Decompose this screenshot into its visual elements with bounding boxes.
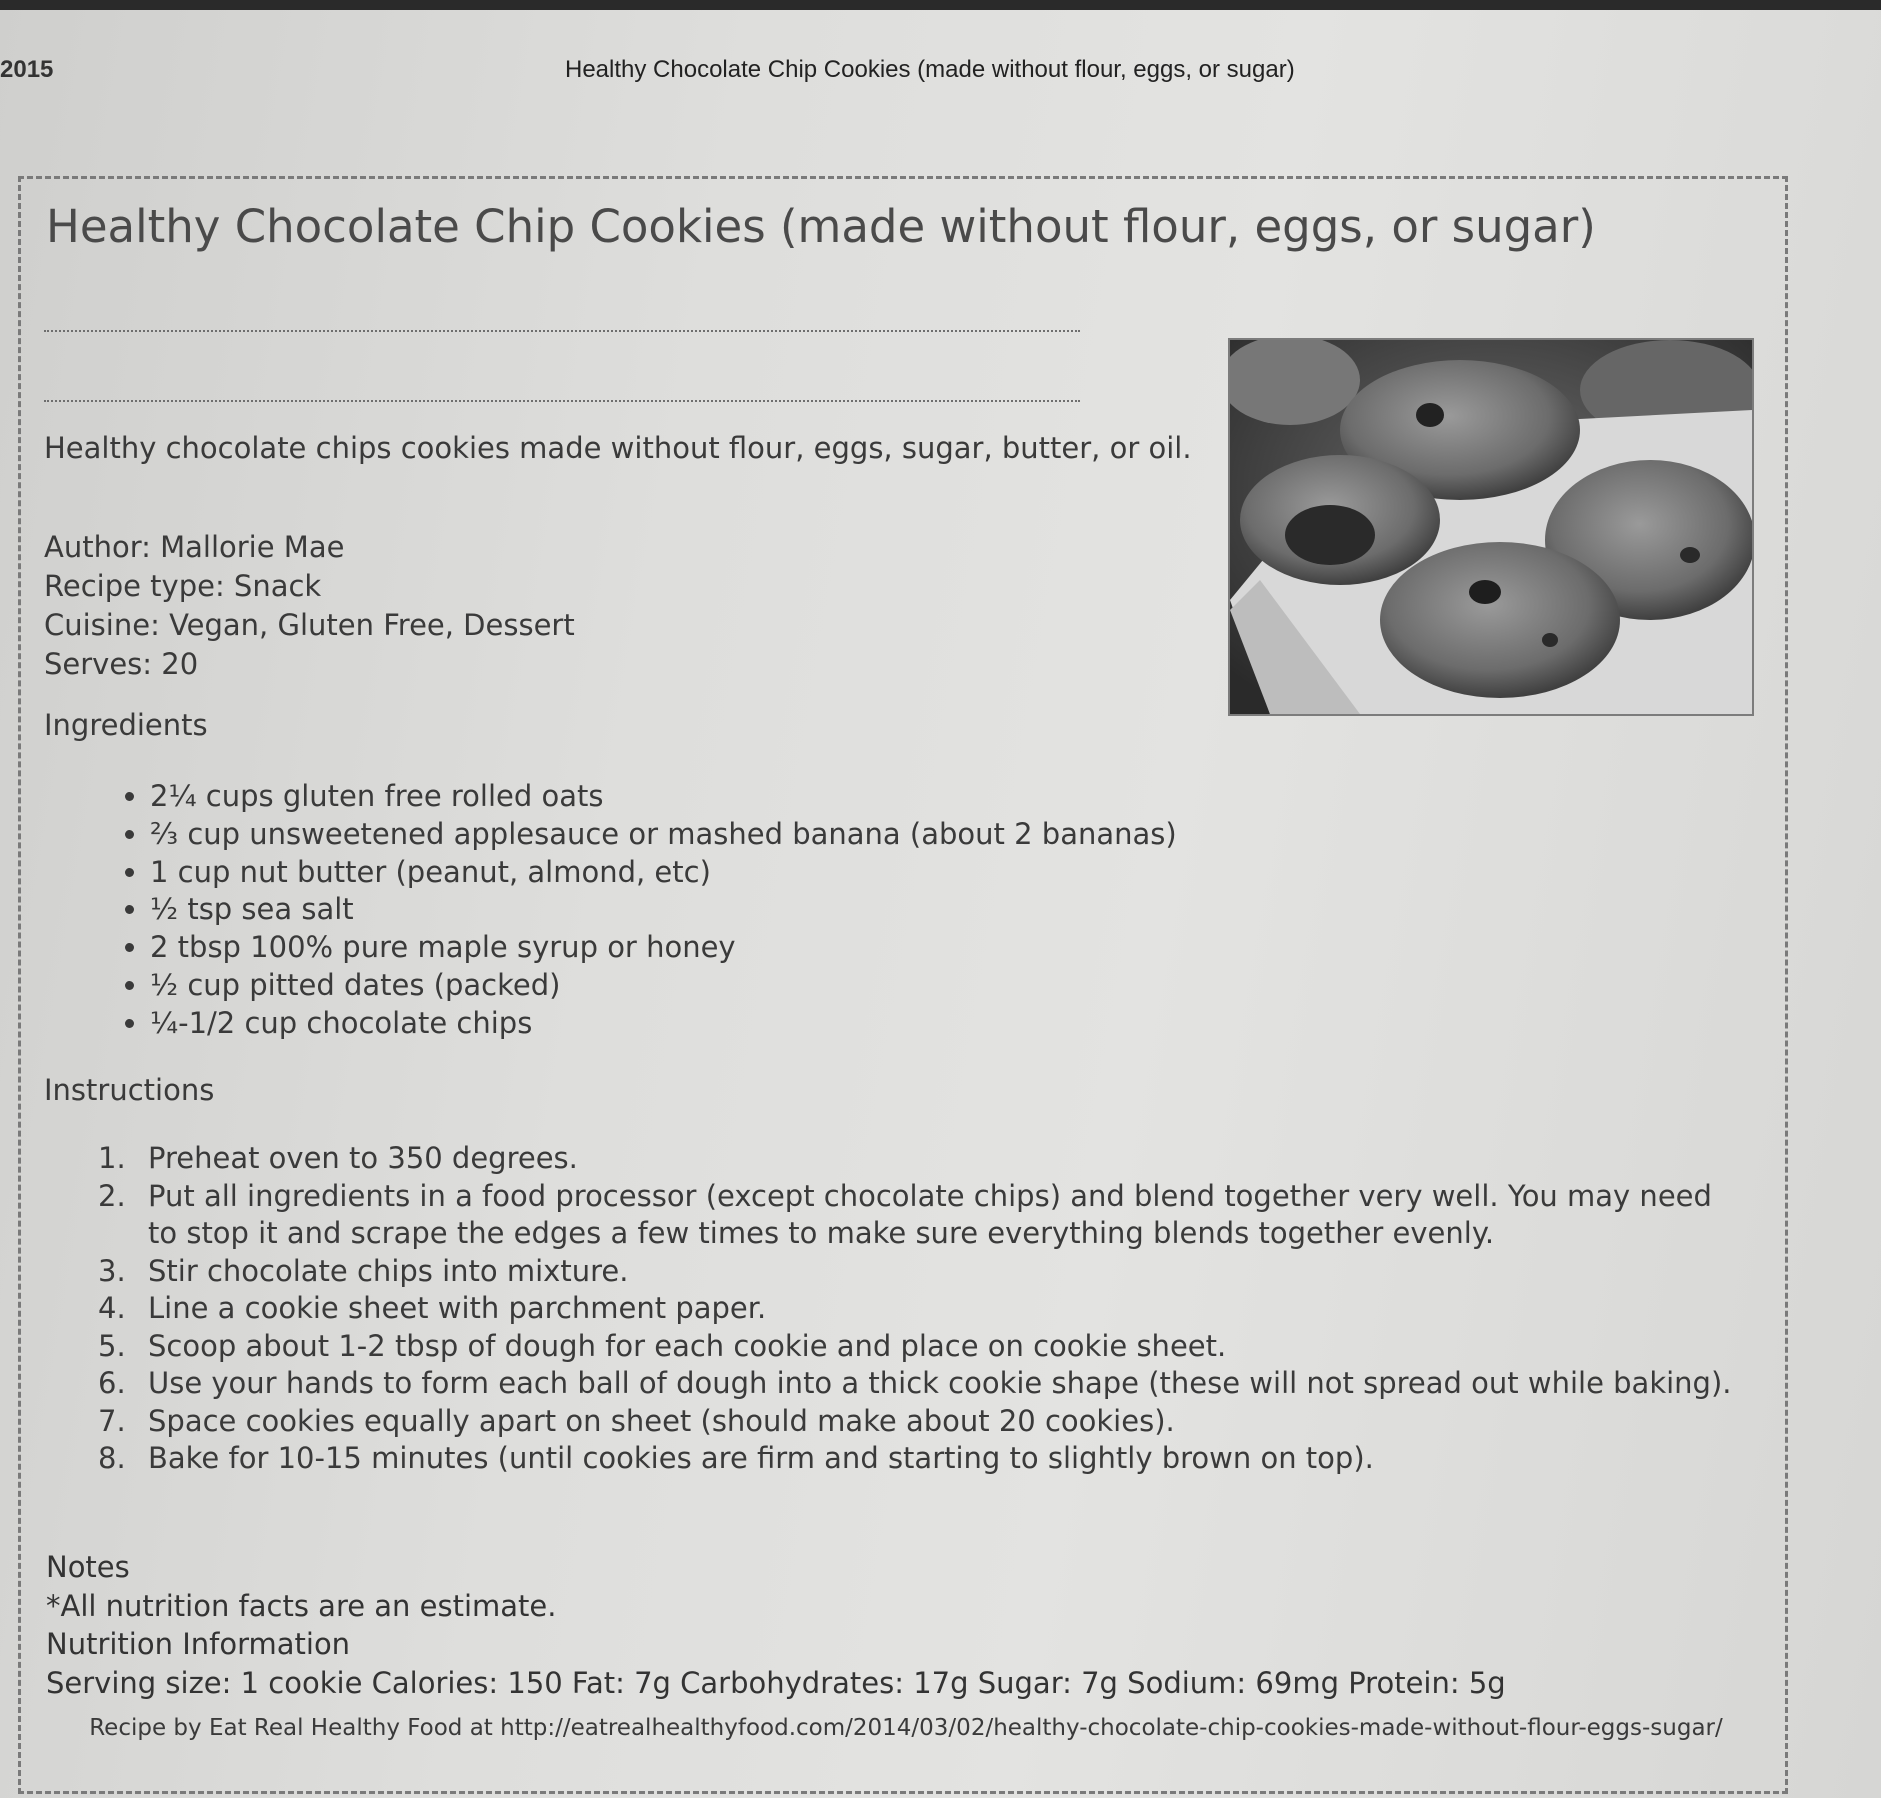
ingredient-item: • 2 tbsp 100% pure maple syrup or honey	[150, 929, 1177, 967]
recipe-credit: Recipe by Eat Real Healthy Food at http://eatrealhealthyfood.com/2014/03/02/healthy-chocolate-chip-cookies-made-without-flour-eggs-sugar/	[89, 1715, 1723, 1741]
divider-line	[44, 400, 1080, 402]
recipe-author: Author: Mallorie Mae	[44, 530, 345, 564]
recipe-title: Healthy Chocolate Chip Cookies (made without flour, eggs, or sugar)	[46, 200, 1596, 253]
instruction-step: Line a cookie sheet with parchment paper.	[148, 1291, 767, 1325]
ingredient-item: • 2¼ cups gluten free rolled oats	[150, 778, 1177, 816]
instruction-step: Stir chocolate chips into mixture.	[148, 1253, 629, 1288]
recipe-serves: Serves: 20	[44, 647, 199, 681]
ingredient-item: • ¼-1/2 cup chocolate chips	[150, 1005, 1177, 1043]
ingredient-item: • ⅔ cup unsweetened applesauce or mashed banana (about 2 bananas)	[150, 816, 1177, 854]
nutrition-text: Serving size: 1 cookie Calories: 150 Fat: 7g Carbohydrates: 17g Sugar: 7g Sodium: 69mg Protein: 5g	[46, 1665, 1506, 1700]
recipe-description: Healthy chocolate chips cookies made without flour, eggs, sugar, butter, or oil.	[44, 431, 1192, 465]
instructions-list	[148, 1140, 1748, 1478]
ingredient-item: • ½ cup pitted dates (packed)	[150, 967, 1177, 1005]
top-edge	[0, 0, 1881, 10]
print-header-title: Healthy Chocolate Chip Cookies (made without flour, eggs, or sugar)	[565, 56, 1295, 83]
ingredients-heading: Ingredients	[44, 708, 208, 742]
recipe-type: Recipe type: Snack	[44, 569, 322, 603]
ingredients-list	[100, 778, 1177, 1043]
notes-heading: Notes	[46, 1550, 130, 1584]
notes-section	[46, 1548, 1506, 1702]
ingredient-item: • 1 cup nut butter (peanut, almond, etc)	[150, 854, 1177, 892]
instruction-step: Use your hands to form each ball of dough into a thick cookie shape (these will not spread out while baking).	[148, 1366, 1732, 1400]
cookie-photo	[1228, 338, 1754, 716]
instruction-step: Preheat oven to 350 degrees.	[148, 1141, 578, 1175]
nutrition-heading: Nutrition Information	[46, 1627, 351, 1661]
instruction-step: Put all ingredients in a food processor (except chocolate chips) and blend together very well. You may need to stop it and scrape the edges a few times to make sure everything blends together evenly.	[148, 1178, 1712, 1250]
notes-text: *All nutrition facts are an estimate.	[46, 1588, 557, 1623]
ingredient-item: • ½ tsp sea salt	[150, 891, 1177, 929]
instructions-heading: Instructions	[44, 1073, 215, 1107]
recipe-meta	[44, 528, 575, 684]
print-header-date: 2015	[0, 56, 54, 83]
instruction-step: Bake for 10-15 minutes (until cookies are firm and starting to slightly brown on top).	[148, 1441, 1374, 1475]
recipe-cuisine: Cuisine: Vegan, Gluten Free, Dessert	[44, 608, 575, 642]
instruction-step: Scoop about 1-2 tbsp of dough for each cookie and place on cookie sheet.	[148, 1328, 1227, 1363]
rating-line	[44, 330, 1080, 332]
instruction-step: Space cookies equally apart on sheet (should make about 20 cookies).	[148, 1403, 1175, 1438]
